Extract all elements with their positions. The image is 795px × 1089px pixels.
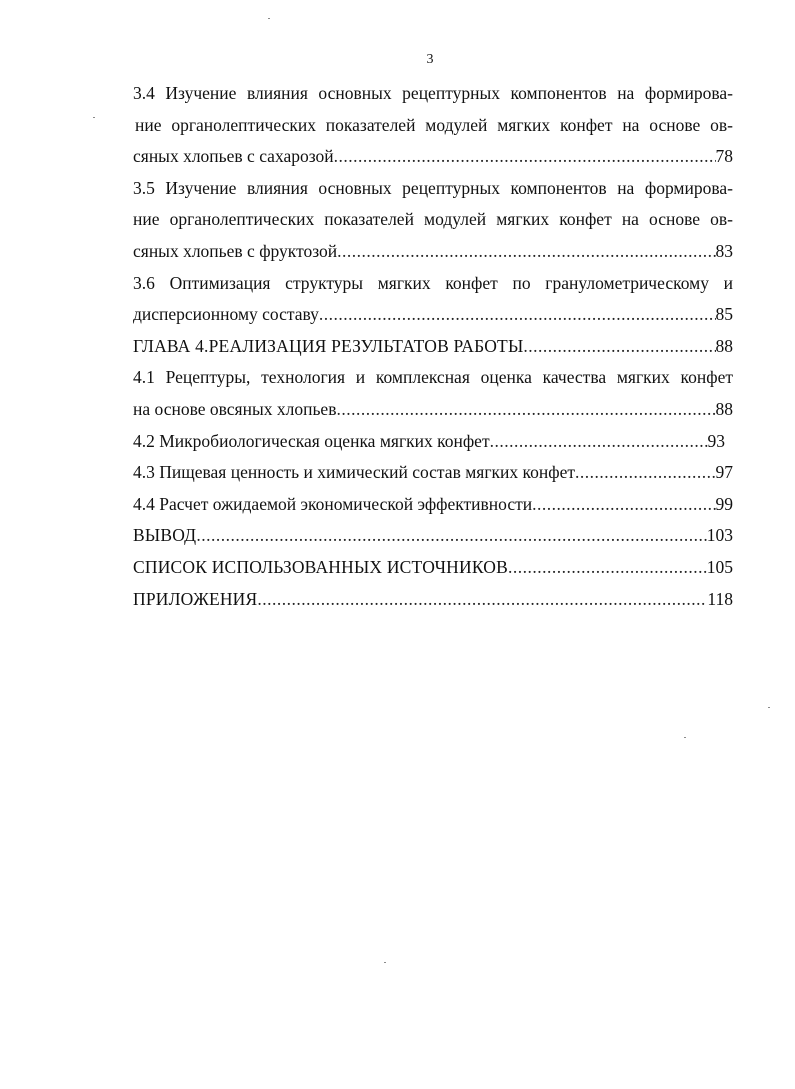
toc-entry-chapter-4 xyxy=(133,331,733,363)
scan-speck xyxy=(684,737,686,738)
toc-entry-text: сяных хлопьев с сахарозой xyxy=(133,146,334,167)
toc-dot-leader xyxy=(334,141,716,173)
toc-entry-references xyxy=(133,552,733,584)
toc-entry-text: ВЫВОД xyxy=(133,525,197,546)
toc-page-number: 88 xyxy=(715,335,733,356)
toc-dot-leader xyxy=(575,457,716,489)
toc-entry-3-6 xyxy=(133,268,733,331)
toc-line: 4.1 Рецептуры, технология и комплексная оценка качества мягких конфет xyxy=(133,367,733,388)
toc-leader-line xyxy=(133,552,733,584)
toc-entry-text: ПРИЛОЖЕНИЯ xyxy=(133,588,258,609)
toc-dot-leader xyxy=(319,299,716,331)
scan-speck xyxy=(384,962,386,963)
toc-dot-leader xyxy=(196,520,706,552)
scan-speck xyxy=(268,18,270,19)
toc-page-number: 97 xyxy=(715,462,733,483)
toc-entry-text: 4.3 Пищевая ценность и химический состав мягких конфет xyxy=(133,462,575,483)
toc-entry-text: сяных хлопьев с фруктозой xyxy=(133,240,338,261)
toc-leader-line xyxy=(133,331,733,363)
table-of-contents xyxy=(133,78,733,615)
scan-speck xyxy=(768,707,770,708)
toc-page-number: 85 xyxy=(715,304,733,325)
toc-leader-line xyxy=(133,520,733,552)
toc-dot-leader xyxy=(257,584,707,616)
toc-dot-leader xyxy=(508,552,707,584)
toc-entry-text: СПИСОК ИСПОЛЬЗОВАННЫХ ИСТОЧНИКОВ xyxy=(133,556,509,577)
toc-entry-3-5 xyxy=(133,173,733,268)
toc-line: 3.6 Оптимизация структуры мягких конфет по гранулометрическому и xyxy=(133,272,733,293)
toc-page-number: 78 xyxy=(715,146,733,167)
toc-leader-line xyxy=(133,489,733,521)
toc-leader-line xyxy=(133,584,733,616)
toc-page-number: 99 xyxy=(715,493,733,514)
page-number: 3 xyxy=(426,52,434,67)
toc-entry-4-2 xyxy=(133,426,733,458)
toc-dot-leader xyxy=(336,394,715,426)
toc-page-number: 83 xyxy=(715,240,733,261)
toc-entry-4-3 xyxy=(133,457,733,489)
toc-page-number: 88 xyxy=(715,398,733,419)
toc-dot-leader xyxy=(490,426,708,458)
toc-entry-text: 4.4 Расчет ожидаемой экономической эффективности xyxy=(133,493,533,514)
toc-entry-conclusion xyxy=(133,520,733,552)
toc-entry-text: ГЛАВА 4.РЕАЛИЗАЦИЯ РЕЗУЛЬТАТОВ РАБОТЫ xyxy=(133,335,524,356)
toc-page-number: 105 xyxy=(706,556,733,577)
toc-leader-line xyxy=(133,299,733,331)
toc-dot-leader xyxy=(337,236,715,268)
toc-dot-leader xyxy=(532,489,715,521)
toc-leader-line xyxy=(133,236,733,268)
toc-leader-line xyxy=(133,457,733,489)
toc-entry-3-4 xyxy=(133,78,733,173)
toc-leader-line xyxy=(133,141,733,173)
toc-page-number: 93 xyxy=(707,430,725,451)
toc-leader-line xyxy=(133,394,733,426)
scan-speck xyxy=(93,117,95,118)
toc-entry-4-1 xyxy=(133,362,733,425)
toc-leader-line xyxy=(133,426,725,458)
toc-entry-text: 4.2 Микробиологическая оценка мягких конфет xyxy=(133,430,490,451)
toc-entry-4-4 xyxy=(133,489,733,521)
toc-line: 3.4 Изучение влияния основных рецептурных компонентов на формирова- xyxy=(133,83,733,103)
toc-line: ние органолептических показателей модулей мягких конфет на основе ов- xyxy=(135,114,733,135)
toc-entry-appendices xyxy=(133,584,733,616)
toc-line: 3.5 Изучение влияния основных рецептурных компонентов на формирова- xyxy=(133,177,733,198)
toc-page-number: 103 xyxy=(706,525,733,546)
toc-entry-text: на основе овсяных хлопьев xyxy=(133,398,337,419)
toc-line: ние органолептических показателей модулей мягких конфет на основе ов- xyxy=(133,209,733,230)
toc-page-number: 118 xyxy=(707,588,733,609)
toc-entry-text: дисперсионному составу xyxy=(133,304,319,325)
toc-dot-leader xyxy=(523,331,715,363)
